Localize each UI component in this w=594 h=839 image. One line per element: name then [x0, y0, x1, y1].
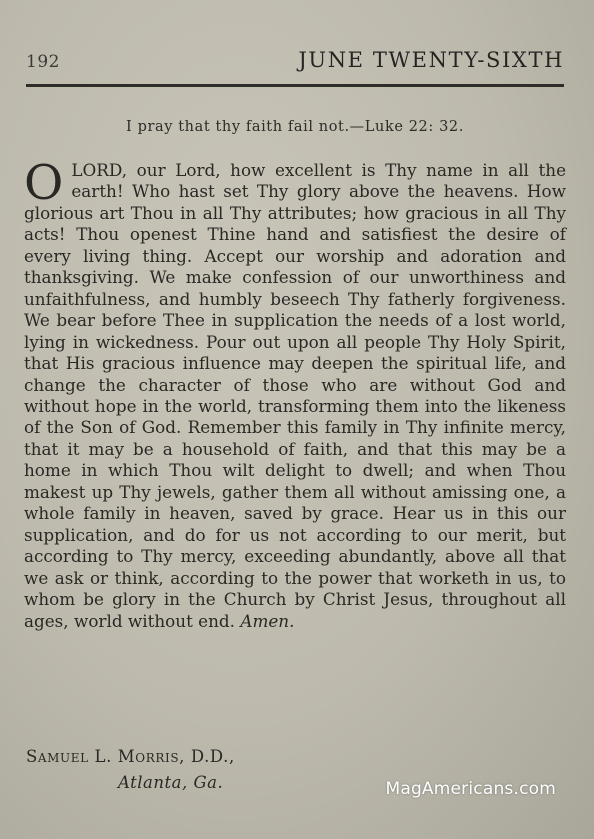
- page-header: [26, 46, 564, 80]
- author-name: Samuel L. Morris, D.D.,: [26, 747, 235, 766]
- author-location: Atlanta, Ga.: [118, 773, 224, 792]
- drop-cap: O: [24, 155, 64, 211]
- prayer-body: LORD, our Lord, how excellent is Thy name in all the earth! Who hast set Thy glory above the heavens. How glorious art Thou in all Thy attributes; how gracious in all Thy acts! Thou openest Thine hand and satisfiest the desire of every living thing. Accept our worship and adoration and thanksgiving. We make confession of our unworthiness and unfaithfulness, and humbly beseech Thy fatherly forgiveness. We bear before Thee in supplication the needs of a lost world, lying in wickedness. Pour out upon all people Thy Holy Spirit, that His gracious influence may deepen the spiritual life, and change the character of those who are without God and without hope in the world, transforming them into the likeness of the Son of God. Remember this family in Thy infinite mercy, that it may be a household of faith, and that this may be a home in which Thou wilt delight to dwell; and when Thou makest up Thy jewels, gather them all without amissing one, a whole family in heaven, saved by grace. Hear us in this our supplication, and do for us not according to our merit, but according to Thy mercy, exceeding abundantly, above all that we ask or think, according to the power that worketh in us, to whom be glory in the Church by Christ Jesus, throughout all ages, world without end.: [24, 160, 566, 631]
- site-watermark: MagAmericans.com: [385, 779, 556, 799]
- author-signature: [26, 744, 235, 796]
- header-rule: [26, 84, 564, 87]
- page-number: 192: [26, 52, 60, 72]
- running-head-title: JUNE TWENTY-SIXTH: [298, 48, 564, 72]
- prayer-text: [24, 155, 566, 632]
- prayer-closing: Amen.: [240, 610, 295, 631]
- scripture-epigraph: I pray that thy faith fail not.—Luke 22: 32.: [126, 119, 464, 135]
